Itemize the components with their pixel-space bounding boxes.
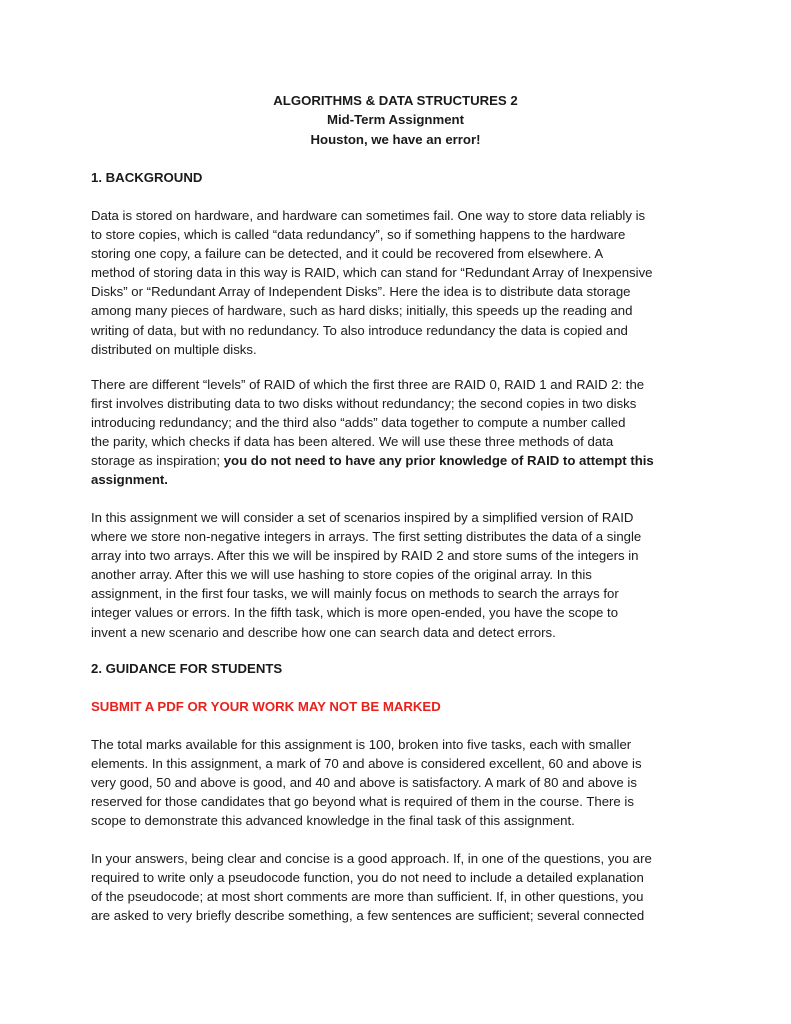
background-paragraph-3 <box>91 508 704 642</box>
text-line: the parity, which checks if data has been altered. We will use these three methods of data <box>91 434 614 450</box>
text-line: storing one copy, a failure can be detected, and it could be recovered from elsewhere. A <box>91 246 604 262</box>
text-line: Data is stored on hardware, and hardware can sometimes fail. One way to store data reliably is <box>91 208 646 223</box>
document-header <box>0 91 791 149</box>
text-line: Disks” or “Redundant Array of Independent Disks”. Here the idea is to distribute data storage <box>91 284 631 300</box>
text-line: assignment, in the first four tasks, we will mainly focus on methods to search the arrays for <box>91 586 619 602</box>
assignment-subtitle: Houston, we have an error! <box>310 131 481 147</box>
text-line: scope to demonstrate this advanced knowledge in the final task of this assignment. <box>91 813 575 829</box>
text-line: required to write only a pseudocode function, you do not need to include a detailed explanation <box>91 870 644 886</box>
section-heading-background: 1. BACKGROUND <box>91 170 203 185</box>
text-line: method of storing data in this way is RAID, which can stand for “Redundant Array of Inexpensive <box>91 265 653 281</box>
guidance-paragraph-2 <box>91 849 704 925</box>
background-paragraph-1 <box>91 206 704 359</box>
guidance-paragraph-1 <box>91 735 704 830</box>
text-line: introducing redundancy; and the third also “adds” data together to compute a number called <box>91 415 626 431</box>
text-line: integer values or errors. In the fifth task, which is more open-ended, you have the scope to <box>91 605 619 621</box>
submit-pdf-warning: SUBMIT A PDF OR YOUR WORK MAY NOT BE MARKED <box>91 699 441 714</box>
text-line: In this assignment we will consider a set of scenarios inspired by a simplified version of RAID <box>91 510 634 525</box>
text-line: There are different “levels” of RAID of which the first three are RAID 0, RAID 1 and RAID 2: the <box>91 377 645 392</box>
course-title: ALGORITHMS & DATA STRUCTURES 2 <box>273 93 518 108</box>
text-line: to store copies, which is called “data redundancy”, so if something happens to the hardware <box>91 227 626 243</box>
text-line: first involves distributing data to two disks without redundancy; the second copies in two disks <box>91 396 637 412</box>
assignment-type: Mid-Term Assignment <box>326 112 464 128</box>
text-line: writing of data, but with no redundancy. To also introduce redundancy the data is copied and <box>91 322 628 338</box>
text-line <box>91 470 704 489</box>
text-line: reserved for those candidates that go beyond what is required of them in the course. There is <box>91 794 634 810</box>
section-heading-guidance: 2. GUIDANCE FOR STUDENTS <box>91 661 283 676</box>
text-line: In your answers, being clear and concise is a good approach. If, in one of the questions, you are <box>91 851 652 866</box>
text-line: distributed on multiple disks. <box>91 341 257 357</box>
bold-notice: you do not need to have any prior knowledge of RAID to attempt this <box>223 453 654 469</box>
text-run: storage as inspiration; <box>91 453 224 469</box>
text-line: elements. In this assignment, a mark of 70 and above is considered excellent, 60 and above is <box>91 756 642 772</box>
text-line <box>91 451 704 470</box>
text-line: are asked to very briefly describe something, a few sentences are sufficient; several connected <box>91 908 645 924</box>
text-line: very good, 50 and above is good, and 40 and above is satisfactory. A mark of 80 and above is <box>91 775 637 791</box>
text-line: among many pieces of hardware, such as hard disks; initially, this speeds up the reading and <box>91 303 633 319</box>
text-line: another array. After this we will use hashing to store copies of the original array. In this <box>91 567 592 583</box>
bold-notice-end: assignment. <box>91 472 168 488</box>
text-line: array into two arrays. After this we will be inspired by RAID 2 and store sums of the integers in <box>91 548 639 564</box>
text-line: The total marks available for this assignment is 100, broken into five tasks, each with smaller <box>91 737 632 752</box>
text-line: where we store non-negative integers in arrays. The first setting distributes the data of a single <box>91 529 642 545</box>
background-paragraph-2 <box>91 375 704 490</box>
text-line: of the pseudocode; at most short comments are more than sufficient. If, in other questions, you <box>91 889 644 905</box>
text-line: invent a new scenario and describe how one can search data and detect errors. <box>91 624 556 640</box>
